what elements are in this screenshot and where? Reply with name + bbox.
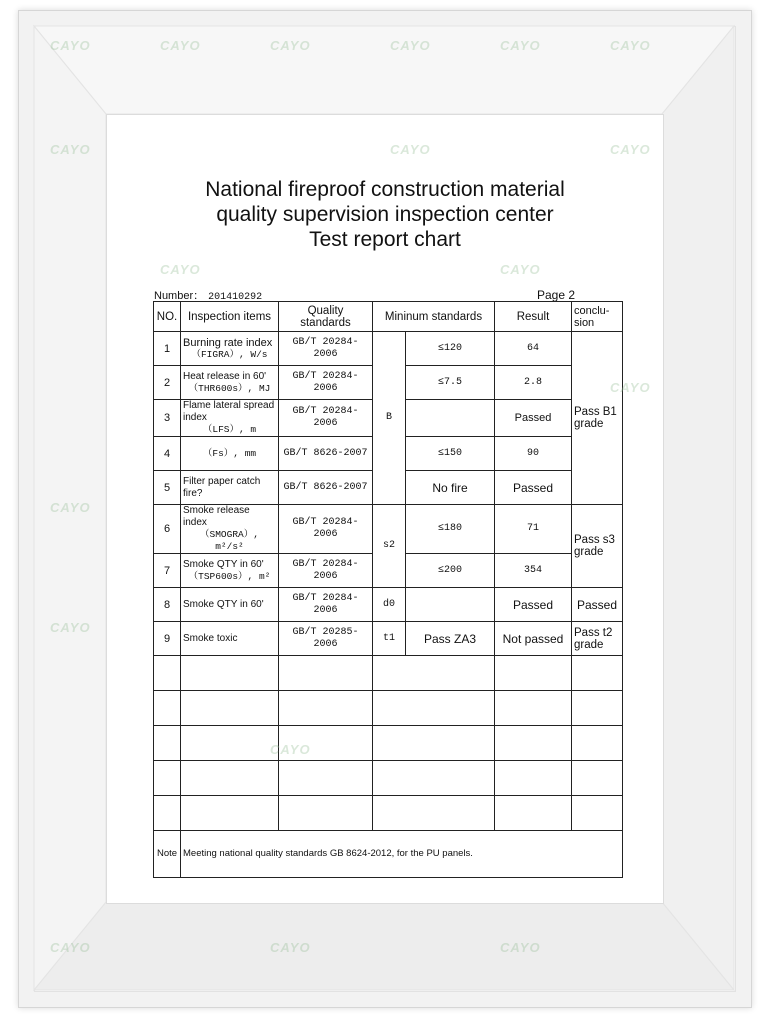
row-minimum: ≤150 — [406, 437, 495, 471]
watermark-logo: CAYO — [50, 940, 91, 955]
note-label: Note — [154, 831, 181, 878]
watermark-logo: CAYO — [50, 620, 91, 635]
row-result: 2.8 — [495, 366, 572, 400]
test-report-table — [153, 301, 623, 878]
row-no: 9 — [154, 622, 181, 656]
watermark-logo: CAYO — [270, 38, 311, 53]
watermark-logo: CAYO — [390, 142, 431, 157]
empty-row — [154, 761, 623, 796]
row-result: 354 — [495, 554, 572, 588]
empty-row — [154, 656, 623, 691]
row-item — [181, 366, 279, 400]
watermark-logo: CAYO — [500, 262, 541, 277]
row-result: Passed — [495, 400, 572, 437]
row-no: 6 — [154, 505, 181, 554]
note-row — [154, 831, 623, 878]
title-line-2: quality supervision inspection center — [216, 203, 554, 226]
row-standard: GB/T 20284-2006 — [279, 554, 373, 588]
row-minimum: ≤180 — [406, 505, 495, 554]
row-minimum: ≤120 — [406, 332, 495, 366]
table-row — [154, 332, 623, 366]
report-paper — [106, 114, 664, 904]
conclusion-s3: Pass s3 grade — [572, 505, 623, 588]
row-result: 71 — [495, 505, 572, 554]
row-no: 8 — [154, 588, 181, 622]
note-text: Meeting national quality standards GB 8624-2012, for the PU panels. — [181, 831, 623, 878]
row-result: 64 — [495, 332, 572, 366]
item-unit: （Fs）, mm — [202, 447, 257, 459]
row-no: 1 — [154, 332, 181, 366]
item-label: Smoke release index — [183, 505, 250, 528]
item-label: Smoke toxic — [183, 632, 238, 644]
item-unit: （SMOGRA）, m²/s² — [200, 529, 259, 552]
header-conclusion: conclu-sion — [572, 302, 623, 332]
report-title — [97, 177, 673, 252]
row-standard: GB/T 8626-2007 — [279, 471, 373, 505]
empty-row — [154, 796, 623, 831]
row-result: 90 — [495, 437, 572, 471]
row-no: 3 — [154, 400, 181, 437]
row-standard: GB/T 20284-2006 — [279, 400, 373, 437]
row-no: 5 — [154, 471, 181, 505]
row-item — [181, 505, 279, 554]
title-line-3: Test report chart — [309, 228, 461, 251]
row-standard: GB/T 20284-2006 — [279, 366, 373, 400]
item-unit: （FIGRA）, W/s — [191, 348, 268, 360]
grade-d0: d0 — [373, 588, 406, 622]
conclusion-d0: Passed — [572, 588, 623, 622]
row-standard: GB/T 8626-2007 — [279, 437, 373, 471]
row-result: Passed — [495, 471, 572, 505]
watermark-logo: CAYO — [50, 500, 91, 515]
row-item — [181, 554, 279, 588]
watermark-logo: CAYO — [50, 142, 91, 157]
row-no: 2 — [154, 366, 181, 400]
table-row — [154, 588, 623, 622]
watermark-logo: CAYO — [500, 940, 541, 955]
row-standard: GB/T 20284-2006 — [279, 332, 373, 366]
watermark-logo: CAYO — [270, 940, 311, 955]
row-standard: GB/T 20285-2006 — [279, 622, 373, 656]
row-result: Not passed — [495, 622, 572, 656]
row-item — [181, 622, 279, 656]
item-label: Filter paper catch fire? — [183, 475, 261, 499]
row-standard: GB/T 20284-2006 — [279, 505, 373, 554]
watermark-logo: CAYO — [610, 38, 651, 53]
conclusion-t2: Pass t2 grade — [572, 622, 623, 656]
grade-t1: t1 — [373, 622, 406, 656]
item-label: Smoke QTY in 60' — [183, 598, 264, 610]
table-row — [154, 622, 623, 656]
conclusion-b1: Pass B1 grade — [572, 332, 623, 505]
item-label: Heat release in 60' — [183, 370, 267, 382]
grade-b: B — [373, 332, 406, 505]
item-unit: （THR600s）, MJ — [188, 382, 271, 394]
title-line-1: National fireproof construction material — [205, 178, 565, 201]
row-minimum: No fire — [406, 471, 495, 505]
watermark-logo: CAYO — [610, 380, 651, 395]
row-no: 4 — [154, 437, 181, 471]
header-inspection-items: Inspection items — [181, 302, 279, 332]
item-label: Smoke QTY in 60' — [183, 558, 264, 570]
empty-row — [154, 691, 623, 726]
watermark-logo: CAYO — [390, 38, 431, 53]
header-minimum-standards: Mininum standards — [373, 302, 495, 332]
number-value: 201410292 — [208, 292, 263, 303]
header-no: NO. — [154, 302, 181, 332]
table-header-row — [154, 302, 623, 332]
empty-row — [154, 726, 623, 761]
row-item — [181, 437, 279, 471]
row-no: 7 — [154, 554, 181, 588]
row-result: Passed — [495, 588, 572, 622]
row-item — [181, 471, 279, 505]
watermark-logo: CAYO — [500, 38, 541, 53]
row-standard: GB/T 20284-2006 — [279, 588, 373, 622]
watermark-logo: CAYO — [610, 142, 651, 157]
item-label: Flame lateral spread index — [183, 400, 275, 423]
row-minimum: ≤200 — [406, 554, 495, 588]
row-item — [181, 332, 279, 366]
table-row — [154, 505, 623, 554]
row-minimum: ≤7.5 — [406, 366, 495, 400]
watermark-logo: CAYO — [160, 38, 201, 53]
watermark-logo: CAYO — [50, 38, 91, 53]
row-minimum: Pass ZA3 — [406, 622, 495, 656]
row-minimum — [406, 400, 495, 437]
grade-s2: s2 — [373, 505, 406, 588]
header-result: Result — [495, 302, 572, 332]
item-label: Burning rate index — [183, 336, 273, 349]
row-item — [181, 400, 279, 437]
item-unit: （TSP600s）, m² — [188, 570, 271, 582]
item-unit: （LFS）, m — [202, 424, 257, 435]
watermark-logo: CAYO — [160, 262, 201, 277]
row-item — [181, 588, 279, 622]
watermark-logo: CAYO — [270, 742, 311, 757]
header-quality-standards: Quality standards — [279, 302, 373, 332]
page-number: Page 2 — [537, 288, 576, 302]
row-minimum — [406, 588, 495, 622]
number-label: Number： — [154, 290, 205, 302]
